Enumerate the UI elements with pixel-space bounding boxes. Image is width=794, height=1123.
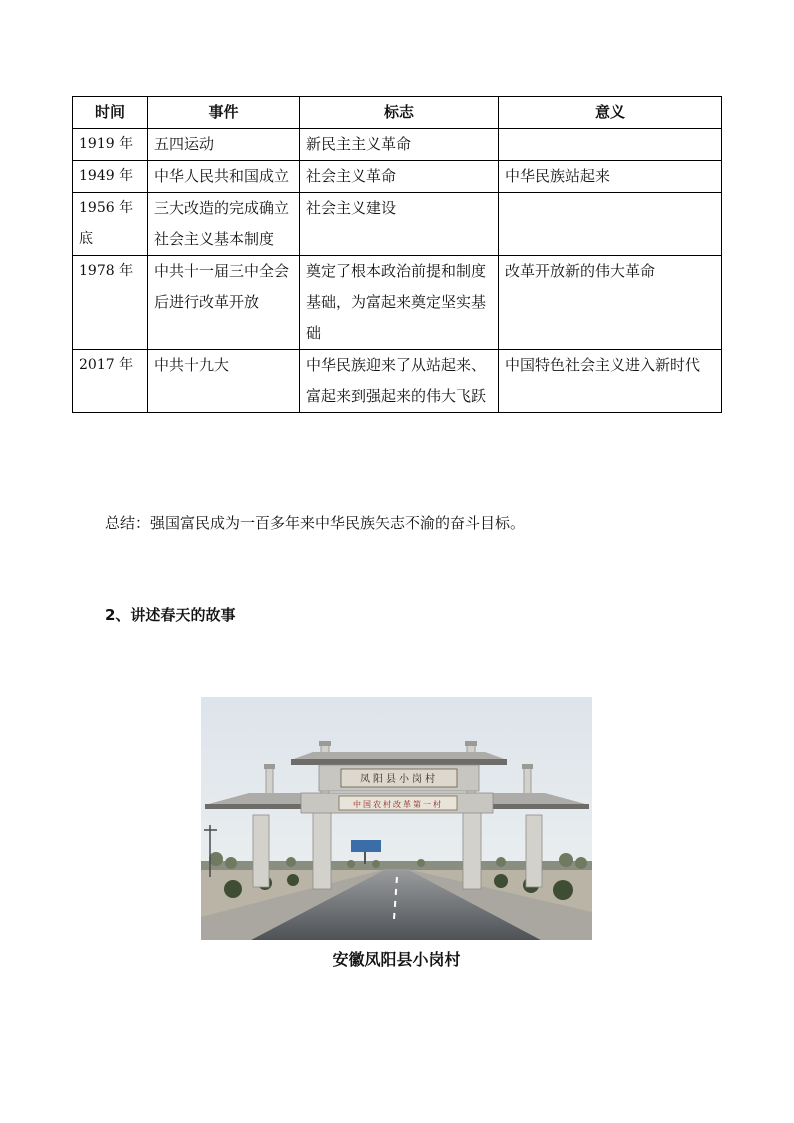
header-meaning: 意义 [499,97,722,129]
table-row [73,193,722,256]
gate-upper-text: 凤阳县小岗村 [360,774,438,785]
cell-meaning [499,193,722,256]
events-table [72,96,722,413]
xiaogang-gate-photo [201,697,592,940]
table-row [73,129,722,161]
cell-meaning: 中国特色社会主义进入新时代 [499,350,722,413]
gate-lower-text: 中国农村改革第一村 [353,800,443,809]
table-header-row [73,97,722,129]
table-row [73,350,722,413]
cell-time: 1949 年 [73,161,148,193]
cell-time: 1978 年 [73,256,148,350]
cell-event: 中华人民共和国成立 [148,161,300,193]
summary-text: 总结：强国富民成为一百多年来中华民族矢志不渝的奋斗目标。 [105,514,526,532]
section-title: 2、讲述春天的故事 [105,606,236,624]
cell-event: 中共十一届三中全会后进行改革开放 [148,256,300,350]
cell-event: 五四运动 [148,129,300,161]
cell-mark: 社会主义革命 [300,161,499,193]
header-mark: 标志 [300,97,499,129]
table-row [73,161,722,193]
cell-mark: 奠定了根本政治前提和制度基础，为富起来奠定坚实基础 [300,256,499,350]
cell-meaning [499,129,722,161]
header-time: 时间 [73,97,148,129]
cell-time: 2017 年 [73,350,148,413]
cell-time: 1919 年 [73,129,148,161]
gate-upper-roof [291,752,507,765]
cell-event: 中共十九大 [148,350,300,413]
cell-meaning: 改革开放新的伟大革命 [499,256,722,350]
photo-caption: 安徽凤阳县小岗村 [332,950,461,969]
cell-meaning: 中华民族站起来 [499,161,722,193]
table-row [73,256,722,350]
cell-mark: 中华民族迎来了从站起来、富起来到强起来的伟大飞跃 [300,350,499,413]
header-event: 事件 [148,97,300,129]
cell-time: 1956 年底 [73,193,148,256]
cell-event: 三大改造的完成确立社会主义基本制度 [148,193,300,256]
cell-mark: 新民主主义革命 [300,129,499,161]
cell-mark: 社会主义建设 [300,193,499,256]
